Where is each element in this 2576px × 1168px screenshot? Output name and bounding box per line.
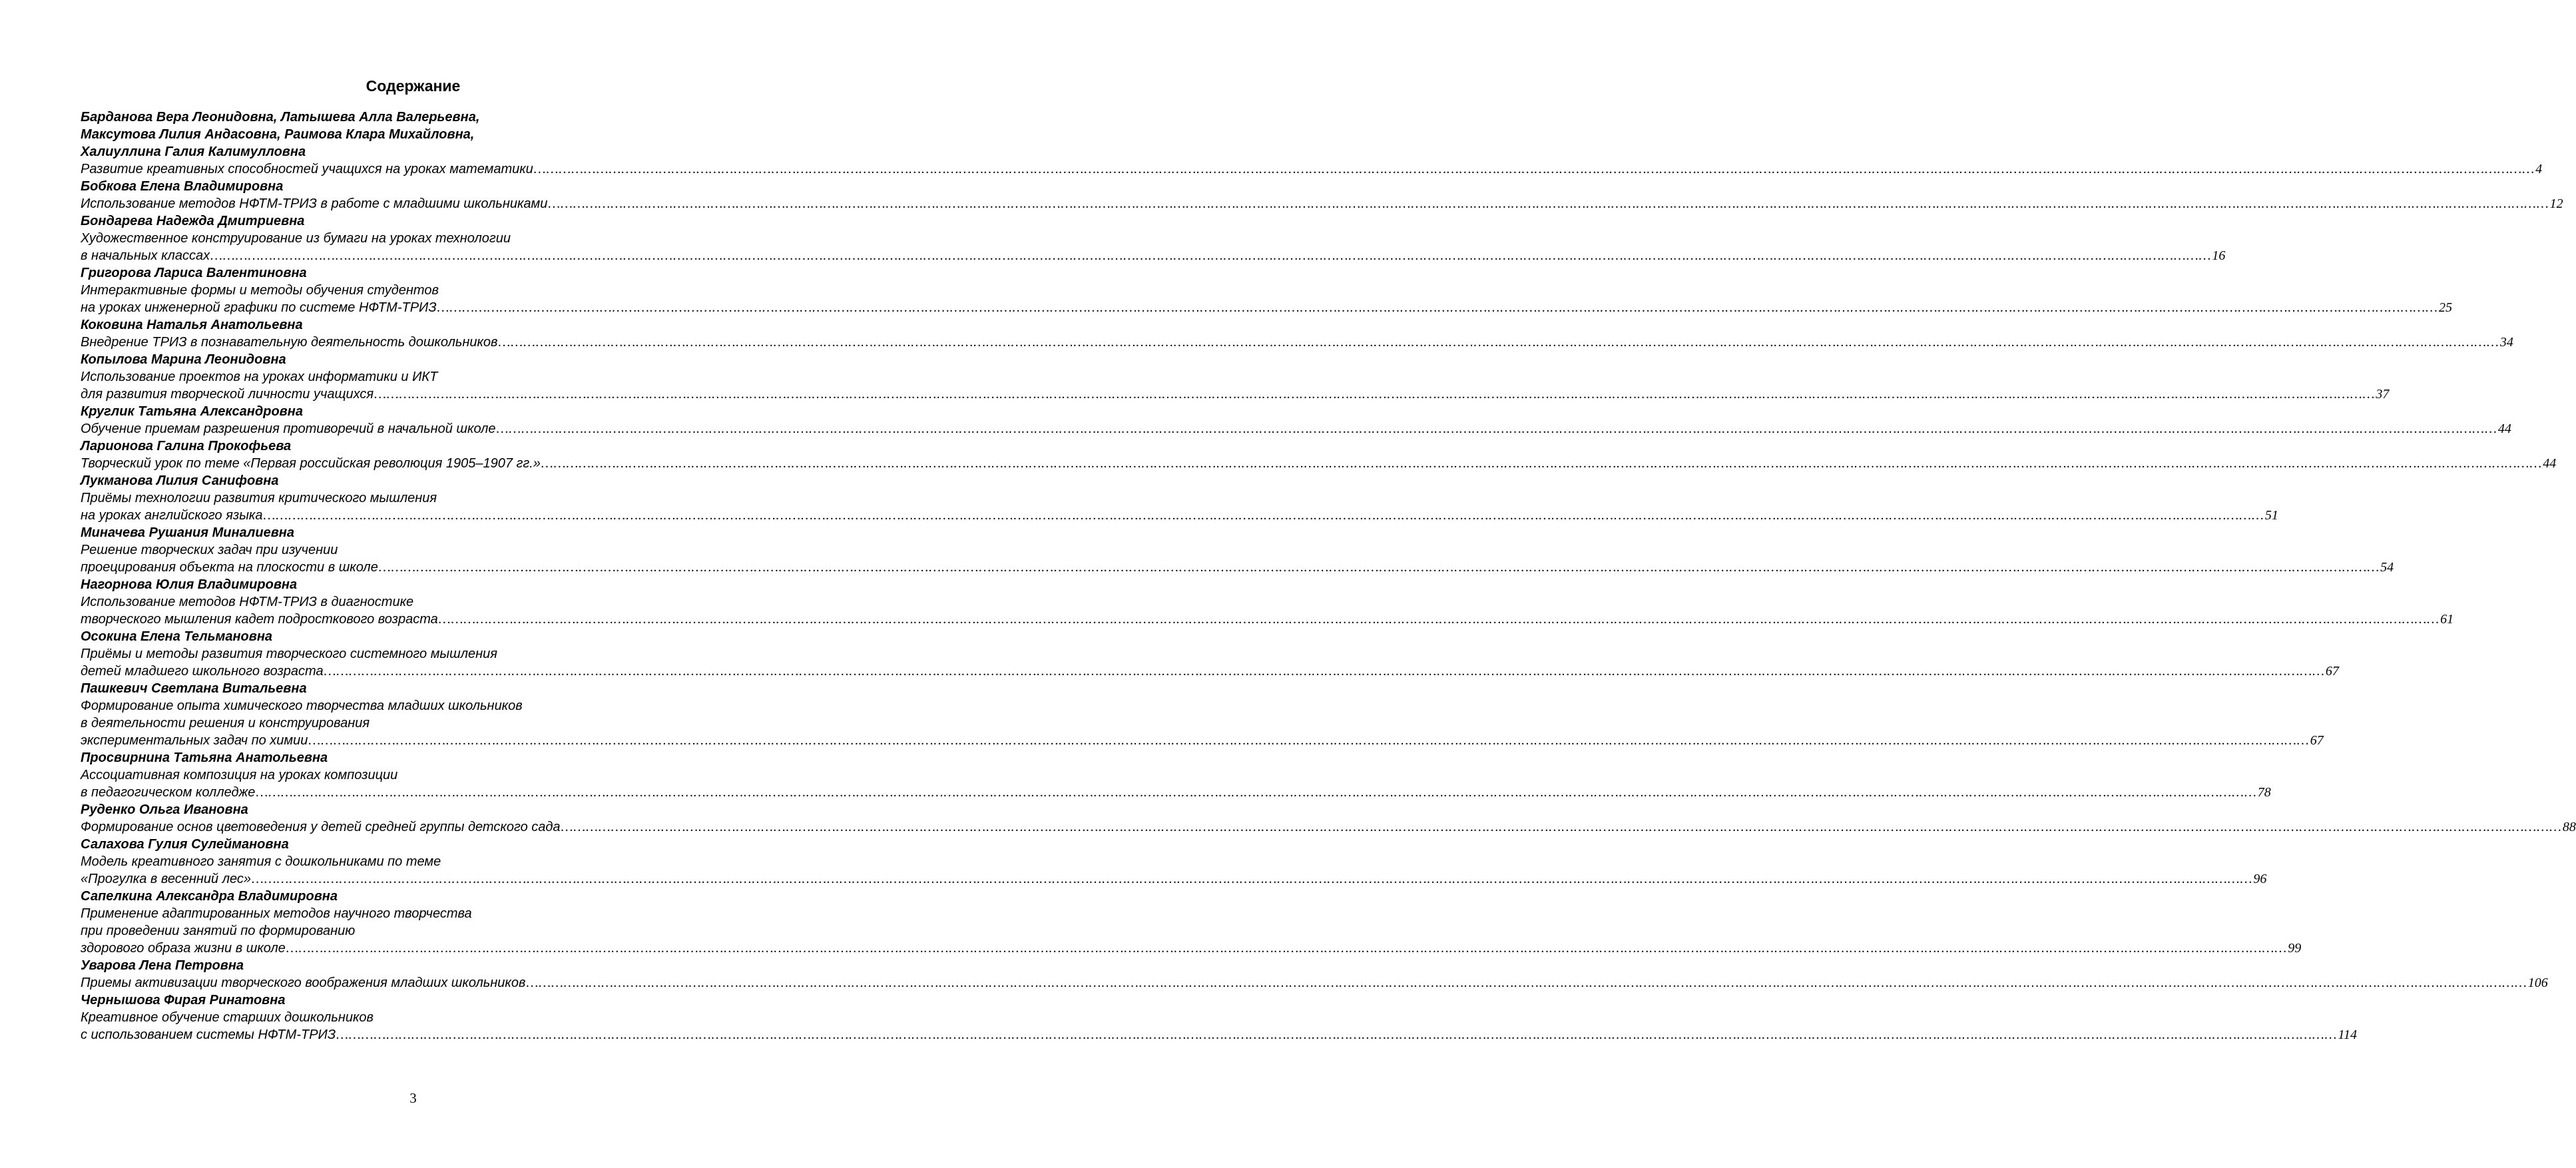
dot-leader: ………………………………………………………………………………………………………………………………………………………………………………………………………………………………………………………………………………………………………………………………………………………………………………………………………………………………………… bbox=[336, 1027, 2338, 1042]
toc-title-text: Обучение приемам разрешения противоречий в начальной школе bbox=[81, 422, 496, 436]
toc-author: Халиуллина Галия Калимулловна bbox=[81, 145, 306, 159]
toc-title-line: Использование методов НФТМ-ТРИЗ в диагностике bbox=[81, 595, 414, 609]
toc-author: Пашкевич Светлана Витальевна bbox=[81, 681, 307, 696]
toc-entry bbox=[81, 836, 2267, 888]
toc-author: Чернышова Фирая Ринатовна bbox=[81, 993, 286, 1008]
toc-page-number: 88 bbox=[2562, 820, 2576, 834]
toc-page-number: 44 bbox=[2543, 456, 2557, 471]
toc-title-line bbox=[81, 420, 2511, 438]
toc-title-line: в деятельности решения и конструирования bbox=[81, 716, 370, 730]
toc-page-number: 44 bbox=[2497, 422, 2511, 436]
toc-title-text: Творческий урок по теме «Первая российская революция 1905–1907 гг.» bbox=[81, 456, 541, 471]
dot-leader: ………………………………………………………………………………………………………………………………………………………………………………………………………………………………………………………………………………………………………………………………………………………………………………………………………………………………………… bbox=[438, 612, 2440, 627]
page-title: Содержание bbox=[366, 77, 461, 95]
toc-title-text: здорового образа жизни в школе bbox=[81, 941, 286, 956]
toc-title-line bbox=[81, 299, 2452, 316]
dot-leader: ………………………………………………………………………………………………………………………………………………………………………………………………………………………………………………………………………………………………………………………………………………………………………………………………………………………………………… bbox=[263, 508, 2264, 523]
toc-title-text: Формирование основ цветоведения у детей средней группы детского сада bbox=[81, 820, 561, 834]
toc-title-text: Внедрение ТРИЗ в познавательную деятельность дошкольников bbox=[81, 335, 498, 350]
toc-entry bbox=[81, 957, 2548, 992]
dot-leader: ………………………………………………………………………………………………………………………………………………………………………………………………………………………………………………………………………………………………………………………………………………………………………………………………………………………………………… bbox=[286, 941, 2288, 956]
toc-author: Нагорнова Юлия Владимировна bbox=[81, 577, 298, 592]
toc-title-text: Использование методов НФТМ-ТРИЗ в работе с младшими школьниками bbox=[81, 196, 548, 211]
dot-leader: ………………………………………………………………………………………………………………………………………………………………………………………………………………………………………………………………………………………………………………………………………………………………………………………………………………………………………… bbox=[324, 664, 2325, 679]
toc-author: Бондарева Надежда Дмитриевна bbox=[81, 214, 305, 228]
toc-page-number: 78 bbox=[2257, 785, 2271, 800]
toc-author: Салахова Гулия Сулеймановна bbox=[81, 837, 289, 852]
toc-title-text: Приемы активизации творческого воображения младших школьников bbox=[81, 976, 526, 990]
toc-title-text: на уроках английского языка bbox=[81, 508, 263, 523]
toc-page-number: 114 bbox=[2338, 1027, 2357, 1042]
toc-page-number: 99 bbox=[2288, 941, 2302, 956]
toc-title-line: Креативное обучение старших дошкольников bbox=[81, 1010, 374, 1025]
dot-leader: ………………………………………………………………………………………………………………………………………………………………………………………………………………………………………………………………………………………………………………………………………………………………………………………………………………………………………… bbox=[496, 422, 2497, 436]
toc-author: Уварова Лена Петровна bbox=[81, 958, 244, 973]
dot-leader: ………………………………………………………………………………………………………………………………………………………………………………………………………………………………………………………………………………………………………………………………………………………………………………………………………………………………………… bbox=[308, 733, 2310, 748]
toc-author: Сапелкина Александра Владимировна bbox=[81, 889, 338, 904]
page-number: 3 bbox=[409, 1090, 417, 1106]
toc-entry bbox=[81, 628, 2339, 680]
toc-title-line bbox=[81, 663, 2339, 680]
toc-title-line bbox=[81, 160, 2543, 178]
toc-entry bbox=[81, 472, 2278, 524]
dot-leader: ………………………………………………………………………………………………………………………………………………………………………………………………………………………………………………………………………………………………………………………………………………………………………………………………………………………………………… bbox=[498, 335, 2499, 350]
dot-leader: ………………………………………………………………………………………………………………………………………………………………………………………………………………………………………………………………………………………………………………………………………………………………………………………………………………………………………… bbox=[210, 248, 2212, 263]
table-of-contents bbox=[81, 109, 2576, 1043]
toc-entry bbox=[81, 109, 2543, 178]
toc-author: Копылова Марина Леонидовна bbox=[81, 352, 286, 367]
toc-title-text: «Прогулка в весенний лес» bbox=[81, 872, 252, 886]
toc-title-line: Приёмы технологии развития критического мышления bbox=[81, 491, 437, 505]
toc-title-line: Модель креативного занятия с дошкольниками по теме bbox=[81, 854, 441, 869]
dot-leader: ………………………………………………………………………………………………………………………………………………………………………………………………………………………………………………………………………………………………………………………………………………………………………………………………………………………………………… bbox=[541, 456, 2543, 471]
toc-title-line: Формирование опыта химического творчества младших школьников bbox=[81, 699, 523, 713]
toc-title-text: в педагогическом колледже bbox=[81, 785, 256, 800]
toc-page-number: 96 bbox=[2253, 872, 2267, 886]
toc-title-text: детей младшего школьного возраста bbox=[81, 664, 324, 679]
dot-leader: ………………………………………………………………………………………………………………………………………………………………………………………………………………………………………………………………………………………………………………………………………………………………………………………………………………………………………… bbox=[256, 785, 2257, 800]
toc-page-number: 12 bbox=[2549, 196, 2563, 211]
toc-author: Ларионова Галина Прокофьева bbox=[81, 439, 292, 453]
toc-page-number: 67 bbox=[2325, 664, 2339, 679]
toc-page-number: 37 bbox=[2376, 387, 2390, 402]
toc-entry bbox=[81, 888, 2302, 957]
toc-title-text: в начальных классах bbox=[81, 248, 210, 263]
toc-entry bbox=[81, 576, 2454, 628]
toc-entry bbox=[81, 403, 2511, 438]
toc-page-number: 34 bbox=[2499, 335, 2513, 350]
toc-entry bbox=[81, 178, 2563, 212]
toc-title-line bbox=[81, 195, 2563, 212]
toc-title-line bbox=[81, 818, 2576, 836]
toc-title-text: с использованием системы НФТМ-ТРИЗ bbox=[81, 1027, 336, 1042]
toc-title-line bbox=[81, 386, 2390, 403]
toc-author: Григорова Лариса Валентиновна bbox=[81, 266, 307, 280]
toc-author: Коковина Наталья Анатольевна bbox=[81, 318, 303, 332]
toc-author: Максутова Лилия Андасовна, Раимова Клара Михайловна, bbox=[81, 127, 475, 142]
toc-title-line bbox=[81, 974, 2548, 992]
toc-page-number: 25 bbox=[2438, 300, 2452, 315]
toc-author: Просвирнина Татьяна Анатольевна bbox=[81, 750, 328, 765]
toc-title-text: Развитие креативных способностей учащихся на уроках математики bbox=[81, 162, 533, 176]
toc-entry bbox=[81, 438, 2557, 472]
toc-title-line: Ассоциативная композиция на уроках композиции bbox=[81, 768, 398, 782]
toc-title-line: Интерактивные формы и методы обучения студентов bbox=[81, 283, 439, 298]
dot-leader: ………………………………………………………………………………………………………………………………………………………………………………………………………………………………………………………………………………………………………………………………………………………………………………………………………………………………………… bbox=[548, 196, 2549, 211]
toc-title-line bbox=[81, 732, 2324, 749]
toc-page-number: 51 bbox=[2264, 508, 2278, 523]
toc-author: Барданова Вера Леонидовна, Латышева Алла Валерьевна, bbox=[81, 110, 480, 125]
toc-title-line bbox=[81, 1026, 2357, 1043]
dot-leader: ………………………………………………………………………………………………………………………………………………………………………………………………………………………………………………………………………………………………………………………………………………………………………………………………………………………………………… bbox=[252, 872, 2253, 886]
toc-page-number: 16 bbox=[2212, 248, 2226, 263]
toc-title-text: экспериментальных задач по химии bbox=[81, 733, 308, 748]
toc-title-line bbox=[81, 784, 2271, 801]
toc-page-number: 61 bbox=[2440, 612, 2454, 627]
dot-leader: ………………………………………………………………………………………………………………………………………………………………………………………………………………………………………………………………………………………………………………………………………………………………………………………………………………………………………… bbox=[374, 387, 2376, 402]
toc-entry bbox=[81, 680, 2324, 749]
toc-title-line bbox=[81, 247, 2226, 264]
toc-title-line bbox=[81, 334, 2513, 351]
toc-entry bbox=[81, 351, 2390, 403]
toc-author: Осокина Елена Тельмановна bbox=[81, 629, 273, 644]
toc-entry bbox=[81, 524, 2394, 576]
toc-author: Бобкова Елена Владимировна bbox=[81, 179, 284, 194]
dot-leader: ………………………………………………………………………………………………………………………………………………………………………………………………………………………………………………………………………………………………………………………………………………………………………………………………………………………………………… bbox=[561, 820, 2562, 834]
toc-title-line: Приёмы и методы развития творческого системного мышления bbox=[81, 647, 497, 661]
toc-author: Круглик Татьяна Александровна bbox=[81, 404, 303, 419]
dot-leader: ………………………………………………………………………………………………………………………………………………………………………………………………………………………………………………………………………………………………………………………………………………………………………………………………………………………………………… bbox=[378, 560, 2380, 575]
toc-title-text: на уроках инженерной графики по системе НФТМ-ТРИЗ bbox=[81, 300, 437, 315]
toc-title-line: при проведении занятий по формированию bbox=[81, 924, 356, 938]
toc-author: Лукманова Лилия Санифовна bbox=[81, 473, 279, 488]
toc-page-number: 106 bbox=[2527, 976, 2548, 990]
toc-title-line: Использование проектов на уроках информатики и ИКТ bbox=[81, 370, 438, 384]
toc-title-line bbox=[81, 611, 2454, 628]
dot-leader: ………………………………………………………………………………………………………………………………………………………………………………………………………………………………………………………………………………………………………………………………………………………………………………………………………………………………………… bbox=[533, 162, 2535, 176]
toc-title-text: творческого мышления кадет подросткового возраста bbox=[81, 612, 438, 627]
toc-author: Руденко Ольга Ивановна bbox=[81, 802, 248, 817]
toc-title-line: Решение творческих задач при изучении bbox=[81, 543, 338, 557]
toc-page-number: 4 bbox=[2535, 162, 2543, 176]
toc-entry bbox=[81, 212, 2226, 264]
toc-title-line bbox=[81, 507, 2278, 524]
toc-title-line: Применение адаптированных методов научного творчества bbox=[81, 906, 472, 921]
dot-leader: ………………………………………………………………………………………………………………………………………………………………………………………………………………………………………………………………………………………………………………………………………………………………………………………………………………………………………… bbox=[526, 976, 2527, 990]
toc-entry bbox=[81, 749, 2271, 801]
toc-author: Миначева Рушания Миналиевна bbox=[81, 525, 294, 540]
toc-entry bbox=[81, 264, 2452, 316]
toc-title-line bbox=[81, 559, 2394, 576]
toc-title-line bbox=[81, 870, 2267, 888]
toc-title-line bbox=[81, 940, 2302, 957]
toc-title-line bbox=[81, 455, 2557, 472]
toc-page-number: 67 bbox=[2310, 733, 2324, 748]
toc-entry bbox=[81, 801, 2576, 836]
dot-leader: ………………………………………………………………………………………………………………………………………………………………………………………………………………………………………………………………………………………………………………………………………………………………………………………………………………………………………… bbox=[437, 300, 2438, 315]
toc-title-line: Художественное конструирование из бумаги на уроках технологии bbox=[81, 231, 511, 246]
toc-title-text: для развития творческой личности учащихся bbox=[81, 387, 374, 402]
toc-entry bbox=[81, 992, 2357, 1043]
toc-page-number: 54 bbox=[2380, 560, 2394, 575]
toc-entry bbox=[81, 316, 2513, 351]
toc-title-text: проецирования объекта на плоскости в школе bbox=[81, 560, 378, 575]
